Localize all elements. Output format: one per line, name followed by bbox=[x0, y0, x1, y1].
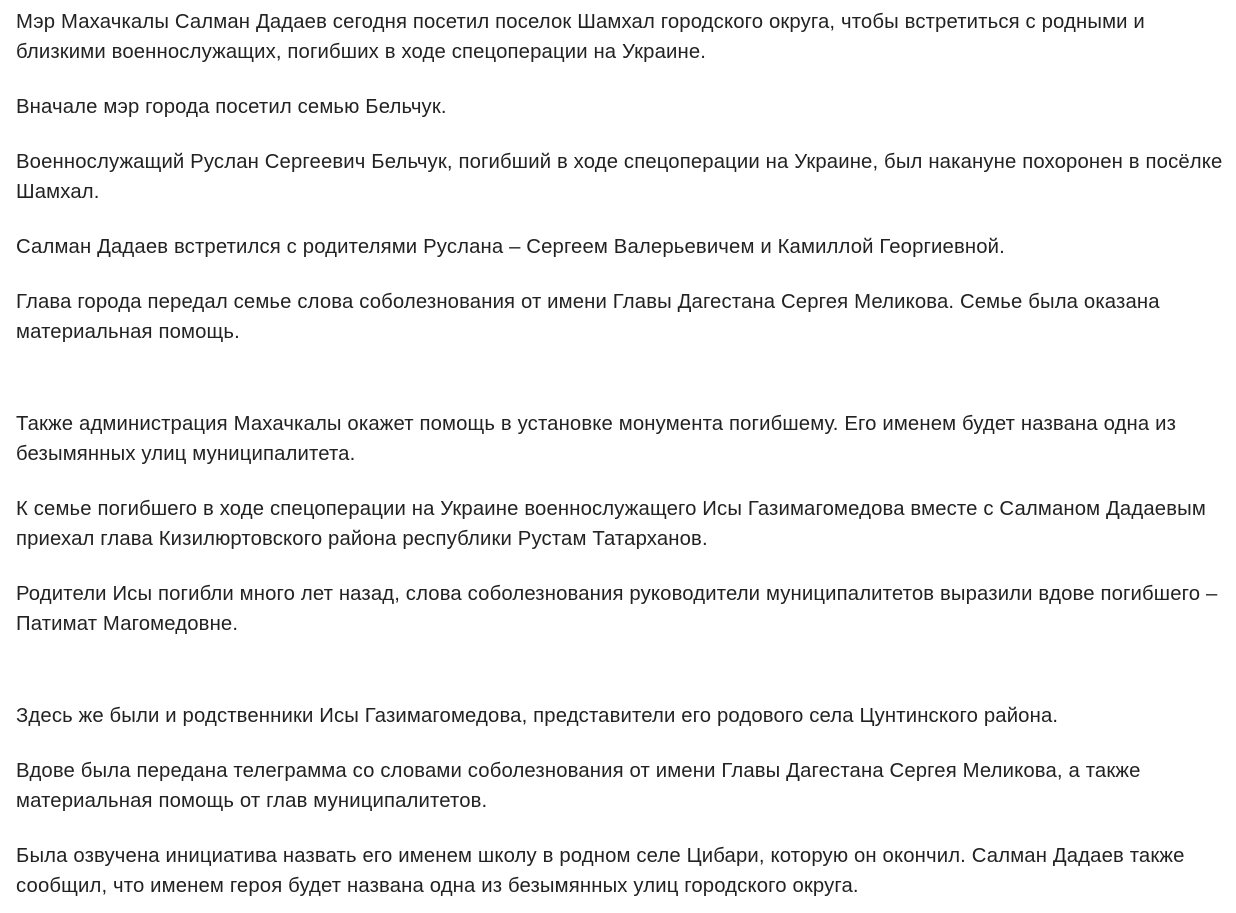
paragraph-3: Военнослужащий Руслан Сергеевич Бельчук, погибший в ходе спецоперации на Украине, был накануне похоронен в посёлке Шамхал. bbox=[16, 151, 1223, 203]
paragraph-9: Здесь же были и родственники Исы Газимагомедова, представители его родового села Цунтинского района. bbox=[16, 705, 1059, 727]
paragraph-1: Мэр Махачкалы Салман Дадаев сегодня посетил поселок Шамхал городского округа, чтобы встретиться с родными и близкими военнослужащих, погибших в ходе спецоперации на Украине. bbox=[16, 11, 1145, 63]
paragraph-7: К семье погибшего в ходе спецоперации на Украине военнослужащего Исы Газимагомедова вместе с Салманом Дадаевым приехал глава Кизилюртовского района республики Рустам Татарханов. bbox=[16, 498, 1206, 550]
paragraph-2: Вначале мэр города посетил семью Бельчук. bbox=[16, 96, 447, 118]
paragraph-10: Вдове была передана телеграмма со словами соболезнования от имени Главы Дагестана Сергея Меликова, а также материальная помощь от глав муниципалитетов. bbox=[16, 760, 1141, 812]
paragraph-5: Глава города передал семье слова соболезнования от имени Главы Дагестана Сергея Меликова. Семье была оказана материальная помощь. bbox=[16, 291, 1160, 343]
paragraph-11: Была озвучена инициатива назвать его именем школу в родном селе Цибари, которую он окончил. Салман Дадаев также сообщил, что именем героя будет названа одна из безымянных улиц городского округа. bbox=[16, 845, 1185, 897]
paragraph-4: Салман Дадаев встретился с родителями Руслана – Сергеем Валерьевичем и Камиллой Георгиевной. bbox=[16, 236, 1005, 258]
paragraph-8: Родители Исы погибли много лет назад, слова соболезнования руководители муниципалитетов выразили вдове погибшего – Патимат Магомедовне. bbox=[16, 583, 1218, 635]
paragraph-6: Также администрация Махачкалы окажет помощь в установке монумента погибшему. Его именем будет названа одна из безымянных улиц муниципалитета. bbox=[16, 413, 1177, 465]
